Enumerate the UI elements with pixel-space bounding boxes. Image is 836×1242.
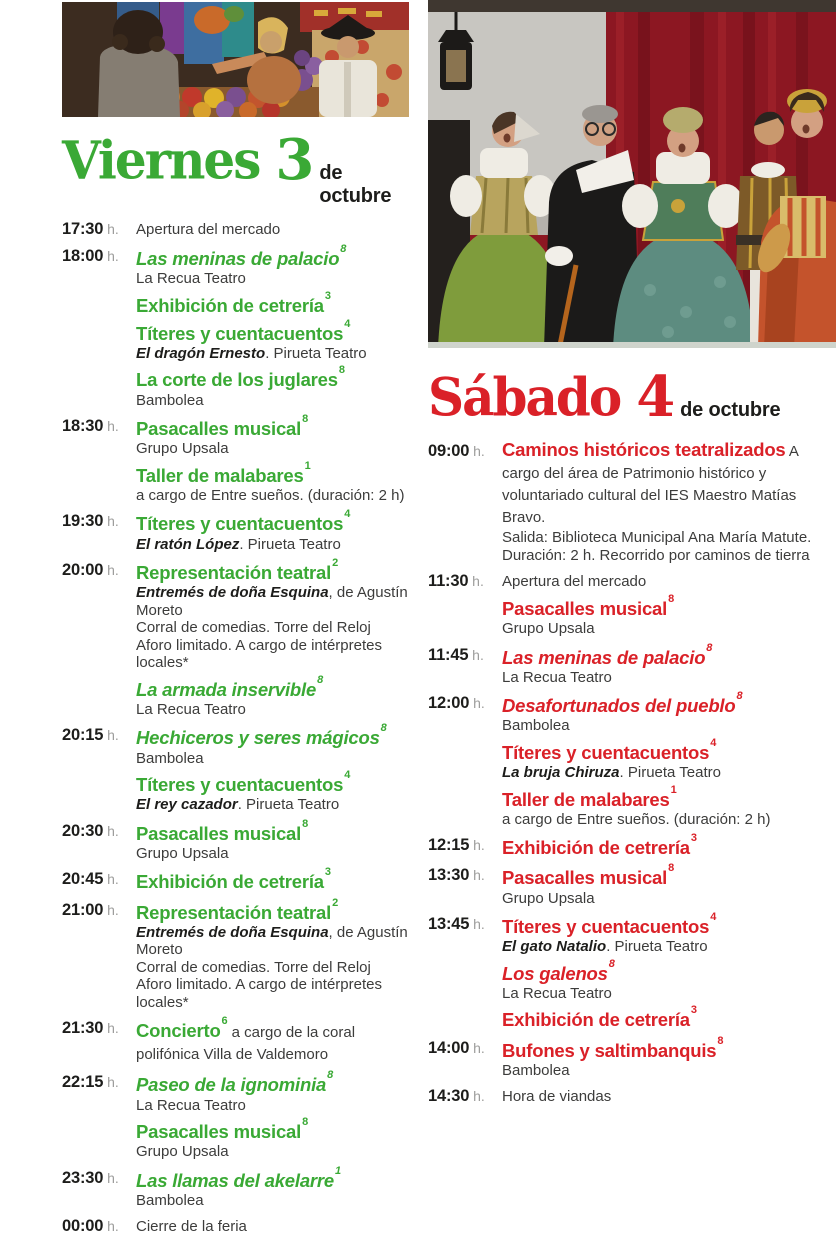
event-detail: Entremés de doña Esquina, de Agustín Moreto: [136, 923, 408, 959]
event-detail-show-name: El dragón Ernesto: [136, 344, 266, 362]
event-block: [136, 1017, 410, 1065]
event-detail: La Recua Teatro: [136, 1096, 246, 1114]
event-superscript: 8: [302, 817, 308, 830]
event-superscript: 4: [344, 769, 351, 782]
schedule-row: [62, 1164, 410, 1214]
event-title: [136, 868, 410, 892]
event-title: [136, 1164, 410, 1191]
event-block: [502, 736, 836, 782]
event-superscript: 8: [608, 957, 615, 970]
schedule-row: [62, 510, 410, 557]
event-title-text: Desafortunados del pueblo: [502, 695, 736, 717]
event-block: [136, 559, 410, 672]
event-title-text: Paseo de la ignominia: [136, 1074, 327, 1096]
time-unit: h.: [469, 837, 485, 854]
event-title-text: Las llamas del akelarre: [136, 1169, 335, 1191]
event-detail: Grupo Upsala: [136, 440, 229, 458]
event-detail: Salida: Biblioteca Municipal Ana María Matute.: [502, 529, 812, 546]
event-block: [136, 218, 410, 239]
event-time: 14:30: [428, 1087, 470, 1106]
event-superscript: 8: [340, 243, 347, 255]
event-title-text: Las meninas de palacio: [136, 248, 340, 270]
event-title-text: Exhibición de cetrería: [136, 871, 324, 893]
event-time-cell: [62, 1071, 136, 1164]
event-block: [136, 817, 410, 863]
event-detail: Entremés de doña Esquina, de Agustín Moreto: [136, 584, 408, 619]
event-title-text: Caminos históricos teatralizados: [502, 439, 786, 460]
event-title: [136, 559, 410, 583]
saturday-schedule: [428, 440, 836, 1110]
event-detail: La Recua Teatro: [136, 270, 246, 288]
event-detail: Aforo limitado. A cargo de intérpretes locales*: [136, 636, 382, 672]
day-number: 4: [636, 364, 676, 430]
day-number: 3: [275, 127, 315, 193]
event-title-text: Bufones y saltimbanquis: [502, 1039, 717, 1061]
event-title: [136, 415, 410, 439]
event-time: 17:30: [62, 220, 104, 238]
event-content: [136, 1164, 410, 1214]
event-detail: Bambolea: [136, 1191, 204, 1209]
event-detail: Bambolea: [136, 749, 204, 767]
event-title: [136, 673, 410, 700]
schedule-row: [62, 724, 410, 817]
event-block: [136, 896, 410, 1012]
event-time: 23:30: [62, 1168, 104, 1187]
event-time-cell: [62, 218, 136, 243]
event-title: [136, 245, 410, 269]
time-unit: h.: [103, 1218, 119, 1235]
day-name: Sábado: [428, 366, 621, 428]
schedule-row: [62, 817, 410, 867]
event-detail: Corral de comedias. Torre del Reloj: [136, 619, 371, 637]
event-title: [502, 783, 836, 810]
event-superscript: 8: [302, 1116, 308, 1128]
event-block: [502, 1034, 836, 1080]
event-content: [502, 692, 836, 832]
day-name: Viernes: [62, 129, 260, 191]
time-unit: h.: [469, 916, 485, 933]
event-block: [136, 868, 410, 892]
event-detail: Aforo limitado. A cargo de intérpretes locales*: [136, 976, 382, 1011]
event-time-cell: [62, 724, 136, 817]
event-detail: Duración: 2 h. Recorrido por caminos de tierra: [502, 546, 810, 564]
event-detail: El rey cazador. Pirueta Teatro: [136, 796, 340, 814]
event-title: [502, 957, 836, 984]
event-time: 14:00: [428, 1038, 470, 1057]
event-time: 18:30: [62, 417, 104, 436]
event-time: 18:00: [62, 247, 104, 265]
event-block: [136, 366, 410, 409]
event-superscript: 8: [668, 862, 674, 875]
schedule-row: [62, 559, 410, 722]
event-time-cell: [428, 570, 502, 642]
event-time-cell: [428, 1085, 502, 1110]
event-detail: El dragón Ernesto. Pirueta Teatro: [136, 344, 367, 362]
event-block: [502, 641, 836, 687]
event-time-cell: [62, 245, 136, 413]
event-superscript: 3: [324, 866, 331, 879]
event-block: [502, 595, 836, 638]
event-time-cell: [62, 820, 136, 867]
event-block: [502, 692, 836, 735]
event-time-cell: [428, 644, 502, 691]
event-content: [136, 1215, 410, 1240]
event-title: [136, 771, 410, 795]
event-time: 20:15: [62, 726, 104, 745]
event-content: [502, 1085, 836, 1110]
event-block: [136, 415, 410, 458]
event-block: [502, 1085, 836, 1106]
time-unit: h.: [103, 221, 119, 237]
event-content: [136, 415, 410, 508]
event-time-cell: [62, 415, 136, 508]
event-superscript: 8: [717, 1034, 724, 1047]
event-detail: Grupo Upsala: [502, 620, 595, 638]
event-time-cell: [62, 510, 136, 557]
event-content: [136, 1071, 410, 1164]
event-time-cell: [428, 864, 502, 911]
time-unit: h.: [103, 1169, 119, 1186]
event-plain-text: Hora de viandas: [502, 1088, 612, 1106]
friday-column: [62, 0, 410, 1242]
schedule-row: [62, 1017, 410, 1069]
event-superscript: 8: [736, 690, 743, 703]
event-title: [136, 459, 410, 486]
event-time: 21:30: [62, 1019, 104, 1038]
event-title: [502, 1006, 836, 1030]
event-block: [502, 957, 836, 1003]
event-detail: a cargo de Entre sueños. (duración: 2 h): [502, 810, 771, 828]
event-title-text: Taller de malabares: [502, 788, 670, 810]
schedule-row: [428, 570, 836, 642]
event-title-text: Representación teatral: [136, 901, 332, 923]
event-block: [136, 245, 410, 288]
event-content: [136, 817, 410, 867]
event-time: 09:00: [428, 442, 470, 460]
event-superscript: 2: [332, 557, 338, 570]
event-time-cell: [62, 1167, 136, 1214]
event-block: [136, 1215, 410, 1236]
event-time: 00:00: [62, 1217, 104, 1236]
event-superscript: 8: [317, 673, 323, 686]
schedule-row: [62, 245, 410, 413]
event-block: [136, 1164, 410, 1210]
event-content: [502, 834, 836, 862]
event-title-text: Títeres y cuentacuentos: [136, 322, 344, 344]
event-detail: La bruja Chiruza. Pirueta Teatro: [502, 764, 721, 782]
event-superscript: 8: [302, 413, 308, 426]
event-time-cell: [428, 834, 502, 862]
day-header-friday: [62, 127, 410, 208]
day-header-saturday: [428, 364, 836, 430]
time-unit: h.: [468, 573, 484, 589]
time-unit: h.: [103, 727, 119, 744]
event-time: 22:15: [62, 1073, 104, 1092]
event-time: 12:15: [428, 836, 470, 855]
event-time-cell: [62, 559, 136, 722]
event-superscript: 6: [221, 1015, 228, 1028]
event-block: [502, 440, 836, 564]
event-detail: La Recua Teatro: [502, 984, 612, 1002]
event-detail: Bambolea: [502, 717, 570, 735]
schedule-row: [428, 1034, 836, 1084]
event-detail: Bambolea: [136, 391, 204, 409]
event-superscript: 8: [668, 593, 674, 605]
event-title: [502, 595, 836, 619]
event-block: [136, 510, 410, 553]
event-content: [136, 218, 410, 243]
event-title-text: Pasacalles musical: [136, 1121, 302, 1143]
event-plain-text: Apertura del mercado: [502, 573, 647, 590]
event-time-cell: [62, 1215, 136, 1240]
schedule-row: [428, 440, 836, 568]
time-unit: h.: [469, 867, 485, 884]
event-title: [136, 510, 410, 534]
event-detail-show-name: El gato Natalio: [502, 938, 607, 956]
event-block: [136, 771, 410, 814]
time-unit: h.: [103, 418, 119, 435]
event-superscript: 8: [327, 1069, 334, 1082]
schedule-row: [62, 218, 410, 243]
event-detail: El gato Natalio. Pirueta Teatro: [502, 938, 708, 956]
event-time: 12:00: [428, 694, 470, 713]
event-detail: Corral de comedias. Torre del Reloj: [136, 958, 371, 976]
event-content: [136, 559, 410, 722]
event-content: [136, 510, 410, 557]
event-title-text: Hechiceros y seres mágicos: [136, 727, 380, 749]
time-unit: h.: [103, 901, 119, 918]
event-content: [502, 913, 836, 1034]
event-title-text: Las meninas de palacio: [502, 646, 706, 668]
event-title: [136, 289, 410, 316]
event-detail: a cargo de Entre sueños. (duración: 2 h): [136, 486, 405, 504]
event-title: [502, 641, 836, 668]
event-time: 20:30: [62, 821, 104, 840]
event-block: [136, 1071, 410, 1114]
event-content: [136, 868, 410, 896]
event-block: [136, 289, 410, 316]
event-detail-show-name: La bruja Chiruza: [502, 764, 620, 782]
event-superscript: 8: [338, 364, 345, 377]
event-time-cell: [428, 1037, 502, 1084]
schedule-row: [428, 913, 836, 1034]
schedule-row: [62, 896, 410, 1016]
event-title: [136, 1071, 410, 1095]
event-block: [136, 1118, 410, 1161]
event-block: [502, 864, 836, 907]
event-superscript: 4: [710, 911, 717, 924]
event-title-text: Exhibición de cetrería: [136, 294, 324, 316]
event-title-text: La corte de los juglares: [136, 369, 338, 391]
event-title: [502, 834, 836, 858]
event-title-text: Títeres y cuentacuentos: [502, 916, 710, 938]
day-month-suffix: de octubre: [680, 399, 781, 421]
time-unit: h.: [469, 1088, 485, 1105]
schedule-row: [62, 415, 410, 508]
time-unit: h.: [103, 513, 119, 530]
event-title-text: Concierto: [136, 1020, 221, 1042]
event-title-after: A cargo del área de Patrimonio histórico y voluntariado cultural del IES Maestro Matías Bravo.: [502, 443, 799, 526]
event-title: [136, 366, 410, 390]
event-time-cell: [62, 1017, 136, 1069]
schedule-row: [62, 868, 410, 896]
schedule-row: [62, 1215, 410, 1240]
time-unit: h.: [103, 1020, 119, 1037]
event-superscript: 1: [335, 1164, 341, 1177]
event-detail-show-name: Entremés de doña Esquina: [136, 923, 329, 941]
event-detail: Grupo Upsala: [136, 1143, 229, 1161]
event-title: [136, 724, 410, 748]
event-plain-text: Apertura del mercado: [136, 221, 281, 238]
event-time: 11:45: [428, 645, 469, 664]
event-content: [136, 245, 410, 413]
event-block: [136, 673, 410, 719]
event-superscript: 1: [670, 783, 677, 796]
schedule-row: [428, 834, 836, 862]
event-block: [136, 724, 410, 767]
event-block: [136, 317, 410, 363]
event-content: [502, 864, 836, 911]
event-detail: Bambolea: [502, 1061, 570, 1079]
event-detail: Grupo Upsala: [136, 844, 229, 862]
event-superscript: 1: [304, 459, 311, 472]
schedule-row: [428, 864, 836, 911]
event-time: 13:30: [428, 866, 470, 885]
event-block: [502, 913, 836, 956]
schedule-row: [428, 641, 836, 691]
event-title-text: Pasacalles musical: [502, 598, 668, 620]
event-title: [502, 692, 836, 716]
event-title-text: Representación teatral: [136, 562, 332, 584]
event-time: 19:30: [62, 512, 104, 531]
event-block: [502, 570, 836, 591]
event-block: [502, 783, 836, 829]
time-unit: h.: [103, 562, 119, 579]
event-title-text: Títeres y cuentacuentos: [136, 513, 344, 535]
event-content: [502, 641, 836, 691]
event-detail: La Recua Teatro: [136, 700, 246, 718]
time-unit: h.: [103, 871, 119, 888]
event-time-cell: [428, 440, 502, 568]
event-time: 11:30: [428, 572, 469, 590]
event-title: [502, 864, 836, 888]
event-title: [136, 1118, 410, 1142]
event-title-text: Pasacalles musical: [502, 867, 668, 889]
event-time: 20:45: [62, 870, 104, 889]
event-superscript: 2: [332, 896, 338, 909]
friday-schedule: [62, 218, 410, 1240]
event-title-after: a cargo de la coral polifónica Villa de Valdemoro: [136, 1024, 356, 1064]
event-time-cell: [62, 868, 136, 896]
time-unit: h.: [103, 822, 119, 839]
event-title-text: Exhibición de cetrería: [502, 1009, 690, 1031]
event-time: 13:45: [428, 915, 470, 934]
event-detail-show-name: El rey cazador: [136, 796, 238, 814]
time-unit: h.: [469, 443, 485, 459]
event-title-text: La armada inservible: [136, 678, 317, 700]
schedule-row: [428, 1085, 836, 1110]
event-title: [502, 913, 836, 937]
event-title-text: Los galenos: [502, 962, 608, 984]
event-content: [136, 896, 410, 1016]
event-title-text: Pasacalles musical: [136, 418, 302, 440]
costumed-performers-photo: [428, 0, 836, 348]
event-superscript: 3: [324, 289, 331, 302]
event-content: [502, 1034, 836, 1084]
event-detail: El ratón López. Pirueta Teatro: [136, 535, 341, 553]
event-block: [136, 459, 410, 505]
event-time-cell: [428, 692, 502, 832]
event-title-text: Taller de malabares: [136, 464, 304, 486]
schedule-row: [62, 1071, 410, 1164]
event-title-text: Títeres y cuentacuentos: [136, 774, 344, 796]
event-title: [502, 736, 836, 764]
event-superscript: 4: [710, 736, 717, 749]
event-superscript: 8: [380, 722, 387, 735]
event-time-cell: [62, 899, 136, 1016]
event-superscript: 8: [706, 641, 713, 654]
event-time: 20:00: [62, 561, 104, 580]
event-plain-text: Cierre de la feria: [136, 1218, 247, 1236]
event-title: [136, 1017, 410, 1065]
time-unit: h.: [469, 1039, 485, 1056]
event-title: [136, 317, 410, 344]
event-title-text: Pasacalles musical: [136, 822, 302, 844]
event-title-text: Exhibición de cetrería: [502, 837, 690, 859]
event-content: [136, 724, 410, 817]
event-block: [502, 1006, 836, 1030]
time-unit: h.: [468, 646, 484, 663]
event-title: [136, 896, 410, 923]
event-detail-show-name: Entremés de doña Esquina: [136, 584, 329, 602]
event-title: [502, 1034, 836, 1061]
time-unit: h.: [103, 1074, 119, 1091]
market-stall-photo: [62, 2, 409, 117]
day-month-suffix: de octubre: [319, 162, 392, 207]
saturday-column: [428, 0, 836, 1112]
time-unit: h.: [103, 248, 119, 264]
event-superscript: 4: [344, 508, 351, 521]
event-superscript: 4: [344, 317, 351, 330]
event-time: 21:00: [62, 900, 104, 919]
event-block: [502, 834, 836, 858]
event-content: [502, 570, 836, 642]
event-superscript: 3: [690, 832, 697, 845]
event-detail-show-name: El ratón López: [136, 535, 240, 553]
event-title: [136, 817, 410, 844]
event-detail: La Recua Teatro: [502, 668, 612, 686]
event-time-cell: [428, 913, 502, 1034]
event-title-text: Títeres y cuentacuentos: [502, 742, 710, 764]
event-detail: Grupo Upsala: [502, 889, 595, 907]
schedule-row: [428, 692, 836, 832]
event-superscript: 3: [690, 1004, 697, 1017]
event-content: [136, 1017, 410, 1069]
event-content: [502, 440, 836, 568]
time-unit: h.: [469, 695, 485, 712]
event-title: [502, 440, 836, 528]
